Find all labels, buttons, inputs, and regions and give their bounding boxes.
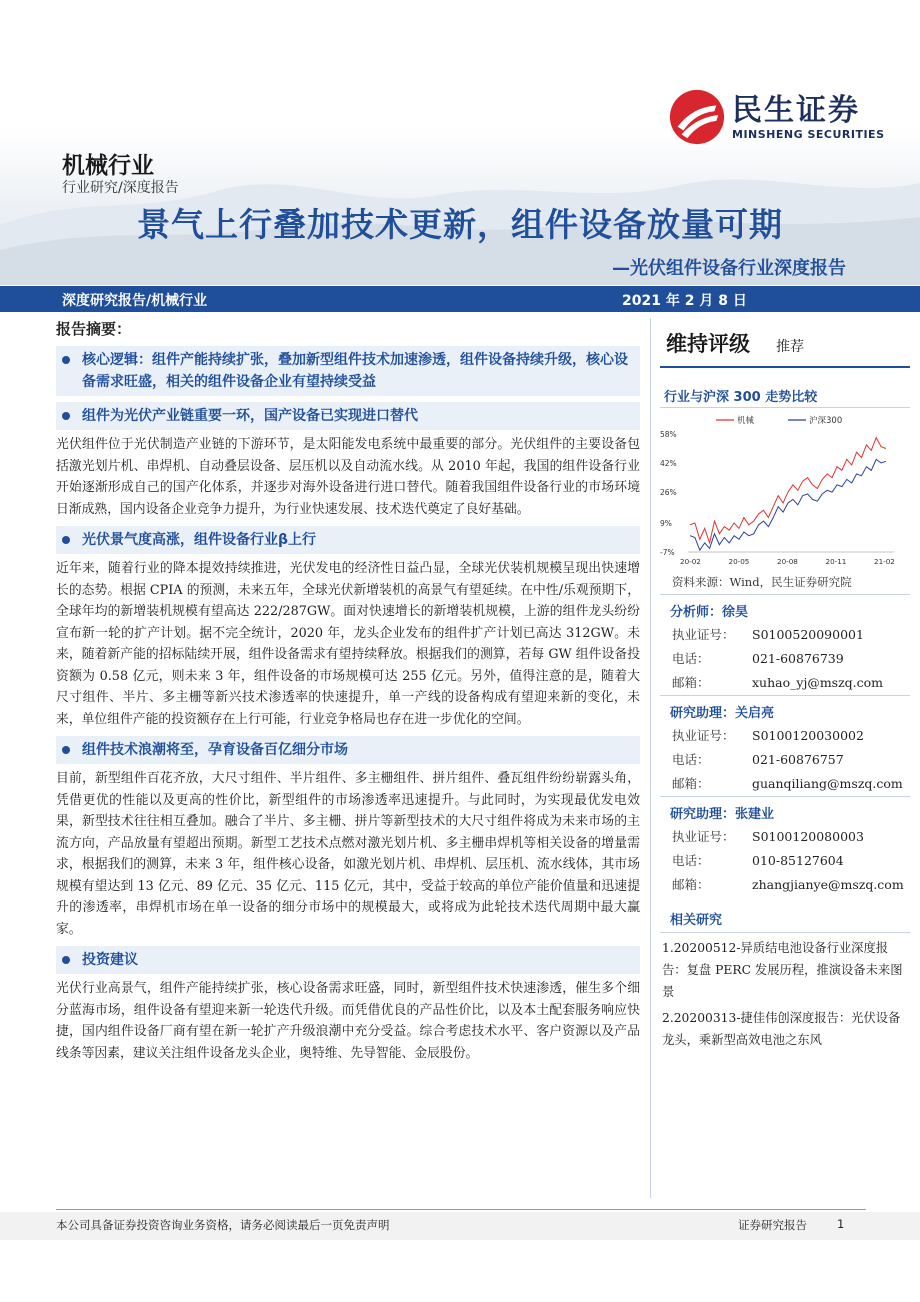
section-heading: 光伏景气度高涨，组件设备行业β上行	[60, 529, 636, 551]
analyst-heading: 研究助理：关启亮	[660, 695, 910, 724]
section-body: 目前，新型组件百花齐放，大尺寸组件、半片组件、多主栅组件、拼片组件、叠瓦组件纷纷崭露头角，凭借更优的性能以及更高的性价比，新型组件的市场渗透率迅速提升。与此同时，为实现最优发电效果，新型技术往往相互叠加。融合了半片、多主栅、拼片等新型技术的大尺寸组件将成为未来市场的主流方向，产品放量有望超出预期。新型工艺技术点燃对激光划片机、多主栅串焊机等相关设备的增量需求，根据我们的测算，未来 3 年，组件核心设备，如激光划片机、串焊机、层压机、流水线体，其市场规模有望达到 13 亿元、89 亿元、35 亿元、115 亿元，其中，受益于较高的单位产能价值量和迅速提升的渗透率，串焊机市场在单一设备的细分市场中的规模最大，或将成为此轮技术迭代周期中最大赢家。	[56, 771, 640, 937]
rating-label: 维持评级	[666, 332, 750, 356]
trend-chart-svg	[660, 412, 900, 572]
analyst-heading: 分析师：徐昊	[660, 594, 910, 623]
industry-label: 机械行业	[62, 153, 154, 179]
field-label: 电话：	[672, 651, 710, 666]
field-label: 执业证号：	[672, 728, 735, 743]
y-tick-label: 42%	[660, 459, 677, 469]
x-tick-label: 20-08	[777, 557, 798, 566]
field-label: 执业证号：	[672, 829, 735, 844]
section-body: 光伏组件位于光伏制造产业链的下游环节，是太阳能发电系统中最重要的部分。光伏组件的主要设备包括激光划片机、串焊机、自动叠层设备、层压机以及自动流水线。从 2010 年起，我国的组件设备行业开始逐渐形成自己的国产化体系，并逐步对海外设备进行进口替代。随着我国组件设备行业的市场环境日渐成熟，国内设备企业竞争力提升，为行业快速发展、技术迭代奠定了良好基础。	[56, 437, 640, 517]
logo-name-en: MINSHENG SECURITIES	[732, 127, 885, 141]
report-type: 行业研究/深度报告	[62, 180, 179, 196]
abstract-column	[56, 318, 640, 1064]
column-divider	[650, 318, 651, 1198]
analyst-row	[660, 671, 910, 695]
email-address[interactable]: zhangjianye@mszq.com	[752, 877, 904, 892]
field-label: 邮箱：	[672, 776, 710, 791]
report-subtitle: —光伏组件设备行业深度报告	[612, 258, 846, 279]
core-logic-box	[56, 346, 640, 396]
series-line	[690, 438, 886, 543]
analyst-row	[660, 825, 910, 849]
field-label: 邮箱：	[672, 877, 710, 892]
legend-label: 机械	[737, 416, 755, 426]
analyst-row	[660, 873, 910, 897]
company-logo	[668, 88, 885, 146]
minsheng-logo-icon	[668, 88, 726, 146]
analyst-row	[660, 849, 910, 873]
trend-chart	[660, 412, 910, 572]
x-tick-label: 21-02	[874, 557, 895, 566]
related-heading: 相关研究	[660, 897, 910, 933]
field-label: 执业证号：	[672, 627, 735, 642]
abstract-label: 报告摘要：	[56, 320, 132, 338]
email-address[interactable]: guanqiliang@mszq.com	[752, 776, 903, 791]
section-body: 光伏行业高景气，组件产能持续扩张，核心设备需求旺盛，同时，新型组件技术快速渗透，催生多个细分蓝海市场，组件设备有望迎来新一轮迭代升级。而凭借优良的产品性价比，以及本土配套服务响应快捷，国内组件设备厂商有望在新一轮扩产升级浪潮中充分受益。综合考虑技术水平、客户资源以及产品线条等因素，建议关注组件设备龙头企业，奥特维、先导智能、金辰股份。	[56, 981, 640, 1061]
report-title: 景气上行叠加技术更新，组件设备放量可期	[137, 205, 783, 244]
field-label: 电话：	[672, 853, 710, 868]
page-number: 1	[837, 1217, 845, 1231]
section-4	[56, 946, 640, 1064]
section-1	[56, 402, 640, 520]
field-label: 电话：	[672, 752, 710, 767]
logo-name-cn: 民生证券	[732, 92, 860, 128]
related-item[interactable]: 2.20200313-捷佳伟创深度报告：光伏设备龙头，乘新型高效电池之东风	[662, 1011, 901, 1047]
section-body: 近年来，随着行业的降本提效持续推进，光伏发电的经济性日益凸显，全球光伏装机规模呈现出快速增长的态势。根据 CPIA 的预测，未来五年，全球光伏新增装机的高景气有望延续。在中性/乐观预期下，全球年均的新增装机规模有望高达 222/287GW。面对快速增长的新增装机规模，上游的组件龙头纷纷宣布新一轮的扩产计划。据不完全统计，2020 年，龙头企业发布的组件扩产计划已高达 312GW。未来，随着新产能的招标陆续开展，组件设备需求有望持续释放。根据我们的测算，若每 GW 组件设备投资额为 0.58 亿元，则未来 3 年，组件设备的市场规模可达 255 亿元。另外，值得注意的是，随着大尺寸组件、半片、多主栅等新兴技术渗透率的快速提升，单一产线的设备构成有望迎来新的变化，未来，单位组件产能的投资额存在上行可能，行业竞争格局也存在进一步优化的空间。	[56, 561, 640, 727]
phone-number: 021-60876739	[752, 651, 844, 666]
y-tick-label: 9%	[660, 518, 672, 528]
report-date: 2021 年 2 月 8 日	[622, 293, 747, 309]
license-number: S0100120030002	[752, 728, 864, 743]
section-heading: 组件技术浪潮将至，孕育设备百亿细分市场	[60, 739, 636, 761]
trend-heading: 行业与沪深 300 走势比较	[660, 382, 910, 408]
analyst-block-2	[660, 695, 910, 796]
core-logic: 核心逻辑：组件产能持续扩张，叠加新型组件技术加速渗透，组件设备持续升级，核心设备需求旺盛，相关的组件设备企业有望持续受益	[60, 349, 636, 393]
x-tick-label: 20-02	[680, 557, 701, 566]
y-tick-label: -7%	[660, 548, 675, 557]
analyst-row	[660, 623, 910, 647]
band-category: 深度研究报告/机械行业	[62, 293, 208, 309]
analyst-heading: 研究助理：张建业	[660, 796, 910, 825]
section-2	[56, 526, 640, 730]
legend-label: 沪深300	[809, 416, 843, 426]
sidebar-column	[660, 318, 910, 1051]
field-label: 邮箱：	[672, 675, 710, 690]
analyst-row	[660, 748, 910, 772]
info-band	[0, 286, 920, 312]
chart-source: 资料来源：Wind，民生证券研究院	[672, 575, 852, 589]
section-heading: 投资建议	[60, 949, 636, 971]
analyst-block-1	[660, 594, 910, 695]
footer-disclaimer: 本公司具备证券投资咨询业务资格，请务必阅读最后一页免责声明	[56, 1218, 390, 1232]
rating-box	[660, 318, 910, 368]
series-line	[690, 459, 886, 550]
email-address[interactable]: xuhao_yj@mszq.com	[752, 675, 884, 690]
footer-divider	[56, 1209, 866, 1210]
license-number: S0100520090001	[752, 627, 864, 642]
analyst-row	[660, 724, 910, 748]
analyst-row	[660, 772, 910, 796]
section-heading: 组件为光伏产业链重要一环，国产设备已实现进口替代	[60, 405, 636, 427]
section-3	[56, 736, 640, 940]
license-number: S0100120080003	[752, 829, 864, 844]
phone-number: 021-60876757	[752, 752, 844, 767]
x-tick-label: 20-05	[728, 557, 750, 566]
related-item[interactable]: 1.20200512-异质结电池设备行业深度报告：复盘 PERC 发展历程，推演设备未来图景	[662, 941, 903, 999]
x-tick-label: 20-11	[825, 557, 847, 566]
footer-label: 证券研究报告	[738, 1218, 807, 1232]
analyst-row	[660, 647, 910, 671]
y-tick-label: 58%	[660, 430, 677, 439]
phone-number: 010-85127604	[752, 853, 844, 868]
rating-value: 推荐	[776, 339, 804, 355]
y-tick-label: 26%	[660, 488, 677, 498]
analyst-block-3	[660, 796, 910, 897]
